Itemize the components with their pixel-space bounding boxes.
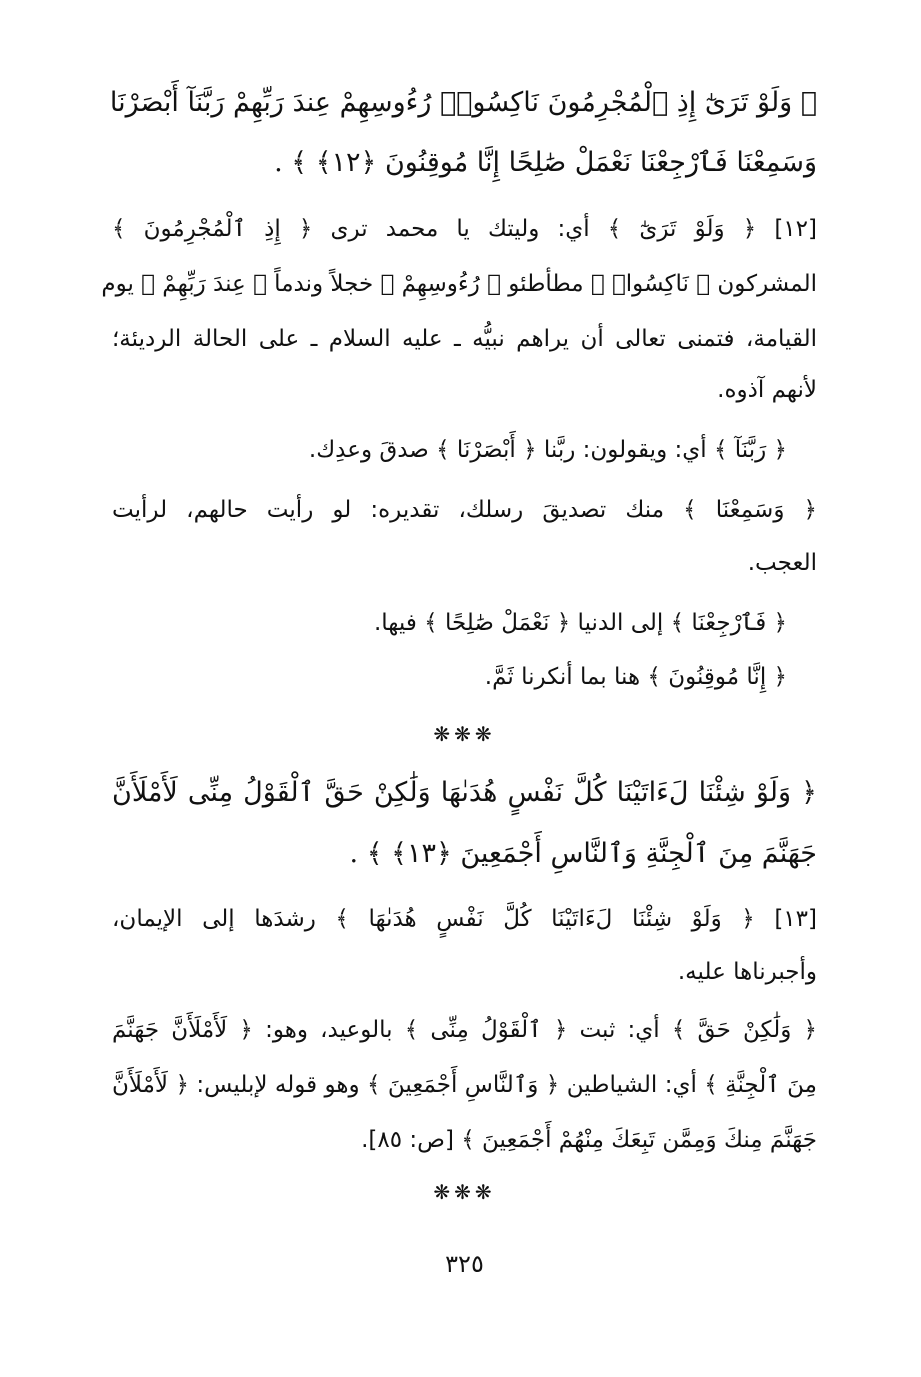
commentary-lakin-line-3: جَهَنَّمَ مِنكَ وَمِمَّن تَبِعَكَ مِنْهُمْ أَجْمَعِينَ ﴾ [ص: ٨٥]. [361, 1127, 817, 1153]
commentary-13-line-1: [١٣] ﴿ وَلَوْ شِئْنَا لَءَاتَيْنَا كُلَّ نَفْسٍ هُدَىٰهَا ﴾ رشدَها إلى الإيمان، [112, 906, 817, 932]
commentary-rabbana: ﴿ رَبَّنَآ ﴾ أي: ويقولون: ربَّنا ﴿ أَبْصَرْنَا ﴾ صدقَ وعدِك. [308, 437, 787, 463]
page-number: ٣٢٥ [445, 1250, 484, 1278]
verse-12-line-2: وَسَمِعْنَا فَٱرْجِعْنَا نَعْمَلْ صَٰلِحًا إِنَّا مُوقِنُونَ ﴿١٢﴾ ﴾ . [274, 147, 817, 178]
verse-13-line-1: ﴿ وَلَوْ شِئْنَا لَءَاتَيْنَا كُلَّ نَفْسٍ هُدَىٰهَا وَلَٰكِنْ حَقَّ ٱلْقَوْلُ مِنِّى لَأَمْلَأَنَّ [112, 777, 817, 808]
section-separator-end: ❋❋❋ [433, 1180, 496, 1204]
commentary-12-line-3: القيامة، فتمنى تعالى أن يراهم نبيُّه ـ عليه السلام ـ على الحالة الرديئة؛ [112, 326, 817, 352]
commentary-samina-line-2: العجب. [747, 550, 817, 576]
commentary-lakin-line-1: ﴿ وَلَٰكِنْ حَقَّ ﴾ أي: ثبت ﴿ ٱلْقَوْلُ مِنِّى ﴾ بالوعيد، وهو: ﴿ لَأَمْلَأَنَّ جَهَنَّمَ [112, 1017, 817, 1043]
commentary-13-line-2: وأجبرناها عليه. [677, 959, 817, 985]
commentary-12-line-2: المشركون ﴿ نَاكِسُوا۟ ﴾ مطأطئو ﴿ رُءُوسِهِمْ ﴾ خجلاً وندماً ﴿ عِندَ رَبِّهِمْ ﴾ يوم [101, 271, 817, 297]
verse-12-line-1: ﴿ وَلَوْ تَرَىٰٓ إِذِ ٱلْمُجْرِمُونَ نَاكِسُوا۟ رُءُوسِهِمْ عِندَ رَبِّهِمْ رَبَّنَآ أَبْصَرْنَا [109, 87, 817, 118]
commentary-muqinun: ﴿ إِنَّا مُوقِنُونَ ﴾ هنا بما أنكرنا ثَمَّ. [484, 664, 787, 690]
commentary-12-line-1: [١٢] ﴿ وَلَوْ تَرَىٰٓ ﴾ أي: وليتك يا محمد ترى ﴿ إِذِ ٱلْمُجْرِمُونَ ﴾ [112, 216, 817, 242]
verse-13-line-2: جَهَنَّمَ مِنَ ٱلْجِنَّةِ وَٱلنَّاسِ أَجْمَعِينَ ﴿١٣﴾ ﴾ . [349, 838, 817, 869]
commentary-farjina: ﴿ فَٱرْجِعْنَا ﴾ إلى الدنيا ﴿ نَعْمَلْ صَٰلِحًا ﴾ فيها. [373, 610, 787, 636]
commentary-lakin-line-2: مِنَ ٱلْجِنَّةِ ﴾ أي: الشياطين ﴿ وَٱلنَّاسِ أَجْمَعِينَ ﴾ وهو قوله لإبليس: ﴿ لَأَمْلَأَنَّ [112, 1072, 817, 1098]
page-body [101, 62, 817, 1322]
commentary-12-line-4: لأنهم آذوه. [717, 377, 817, 403]
commentary-samina-line-1: ﴿ وَسَمِعْنَا ﴾ منك تصديقَ رسلك، تقديره: لو رأيت حالهم، لرأيت [112, 497, 817, 523]
section-separator: ❋❋❋ [433, 722, 496, 746]
